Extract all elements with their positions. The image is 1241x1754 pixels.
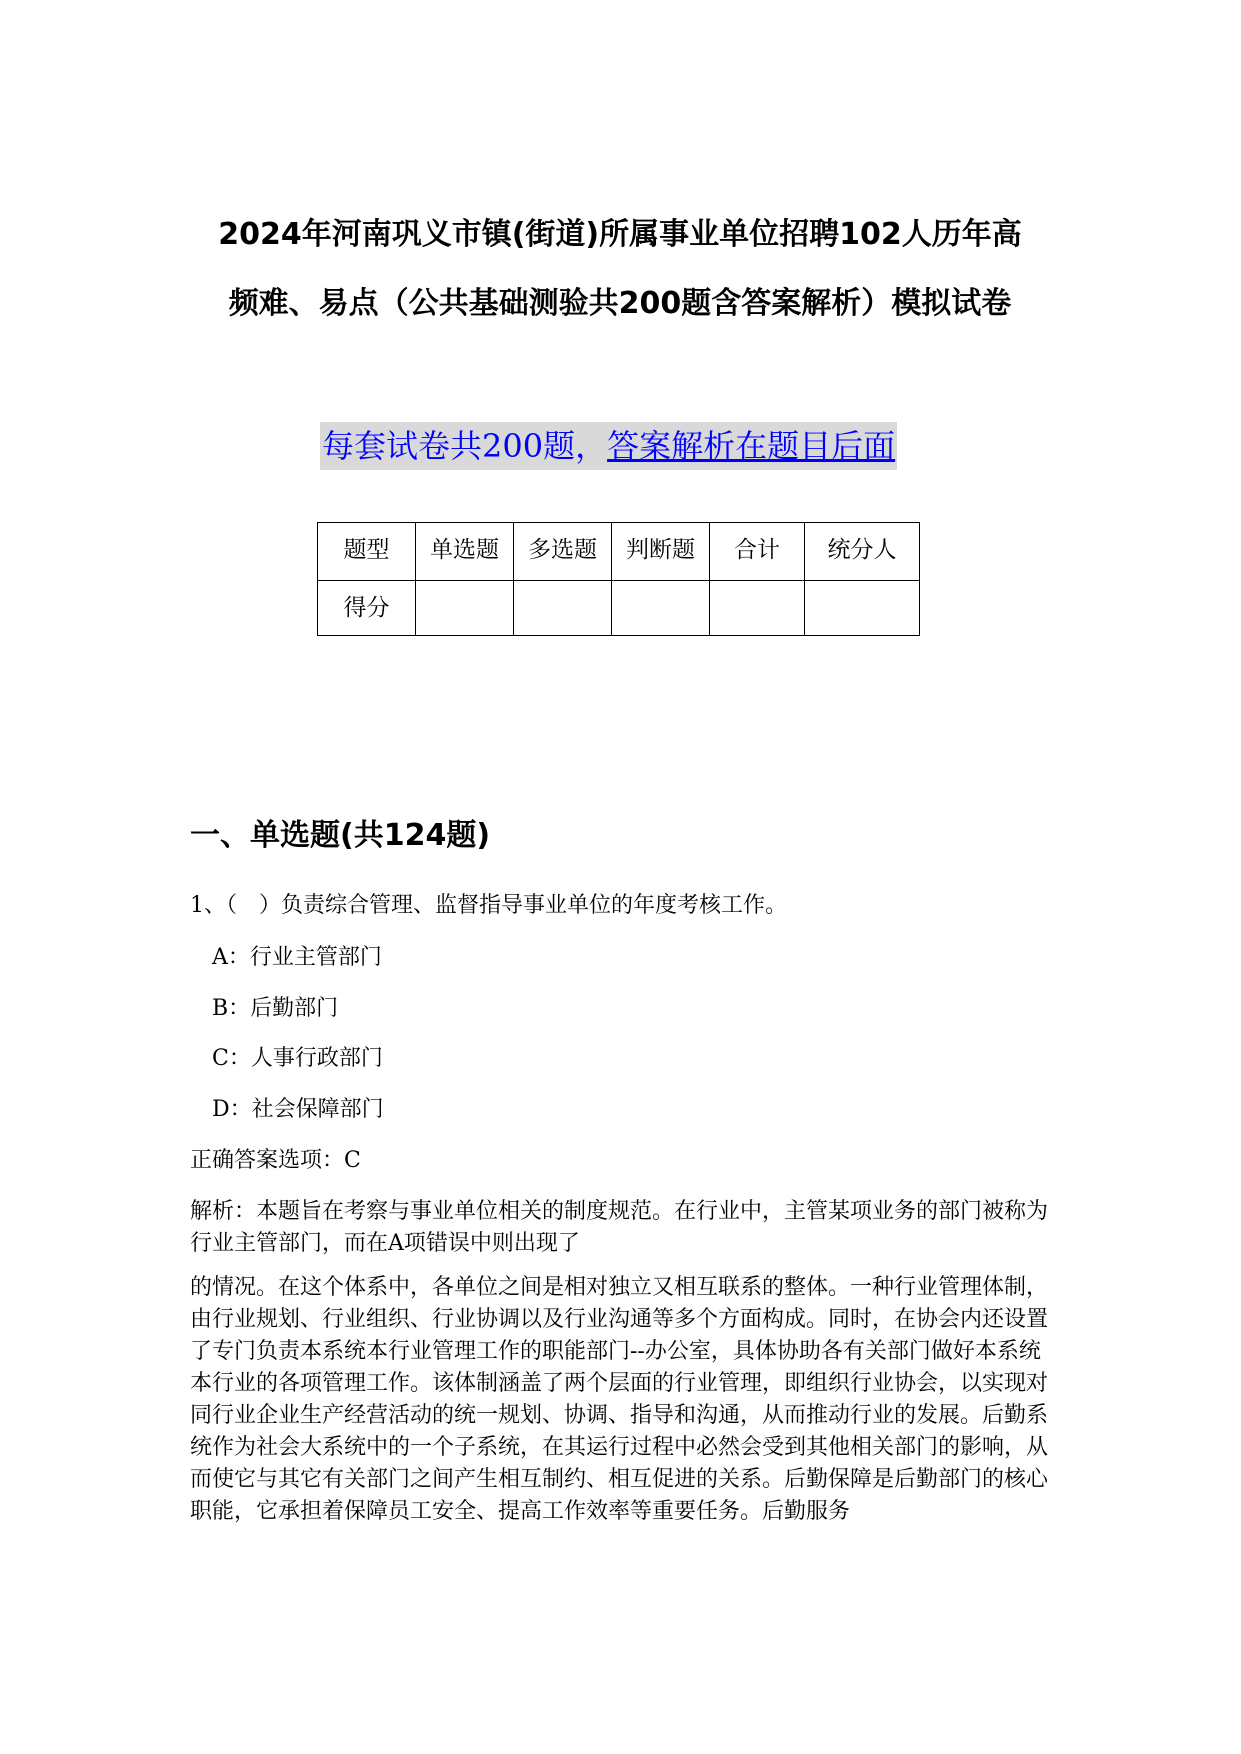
header-cell: 单选题: [416, 523, 514, 581]
analysis-paragraph-1: 解析：本题旨在考察与事业单位相关的制度规范。在行业中，主管某项业务的部门被称为行业主管部门，而在A项错误中则出现了: [190, 1199, 1049, 1256]
header-cell: 合计: [710, 523, 805, 581]
title-line-1: 2024年河南巩义市镇(街道)所属事业单位招聘102人历年高: [218, 217, 1022, 252]
section-heading: 一、单选题(共124题): [190, 818, 491, 853]
document-title: [170, 200, 1070, 338]
answer-location-link[interactable]: 答案解析在题目后面: [607, 427, 896, 465]
option-d: D：社会保障部门: [212, 1097, 384, 1122]
option-c: C：人事行政部门: [212, 1046, 383, 1071]
score-cell[interactable]: [805, 581, 920, 636]
row-label-cell: 得分: [318, 581, 416, 636]
header-cell: 多选题: [514, 523, 612, 581]
header-cell: 统分人: [805, 523, 920, 581]
banner-text: 每套试卷共200题，: [322, 427, 608, 465]
header-cell: 题型: [318, 523, 416, 581]
instruction-banner: [320, 422, 897, 470]
analysis-paragraph-2: 的情况。在这个体系中，各单位之间是相对独立又相互联系的整体。一种行业管理体制，由行业规划、行业组织、行业协调以及行业沟通等多个方面构成。同时，在协会内还设置了专门负责本系统本行业管理工作的职能部门--办公室，具体协助各有关部门做好本系统本行业的各项管理工作。该体制涵盖了两个层面的行业管理，即组织行业协会，以实现对同行业企业生产经营活动的统一规划、协调、指导和沟通，从而推动行业的发展。后勤系统作为社会大系统中的一个子系统，在其运行过程中必然会受到其他相关部门的影响，从而使它与其它有关部门之间产生相互制约、相互促进的关系。后勤保障是后勤部门的核心职能，它承担着保障员工安全、提高工作效率等重要任务。后勤服务: [190, 1275, 1049, 1524]
title-line-2: 频难、易点（公共基础测验共200题含答案解析）模拟试卷: [228, 286, 1012, 321]
header-cell: 判断题: [612, 523, 710, 581]
option-b: B：后勤部门: [212, 996, 339, 1021]
question-stem: 1、（ ）负责综合管理、监督指导事业单位的年度考核工作。: [190, 893, 787, 918]
answer-line: 正确答案选项：C: [190, 1148, 361, 1173]
score-table-header-row: [318, 523, 920, 581]
score-cell[interactable]: [612, 581, 710, 636]
score-table-score-row: [318, 581, 920, 636]
score-table: [317, 522, 920, 636]
score-cell[interactable]: [416, 581, 514, 636]
score-cell[interactable]: [710, 581, 805, 636]
score-cell[interactable]: [514, 581, 612, 636]
option-a: A：行业主管部门: [212, 945, 382, 970]
